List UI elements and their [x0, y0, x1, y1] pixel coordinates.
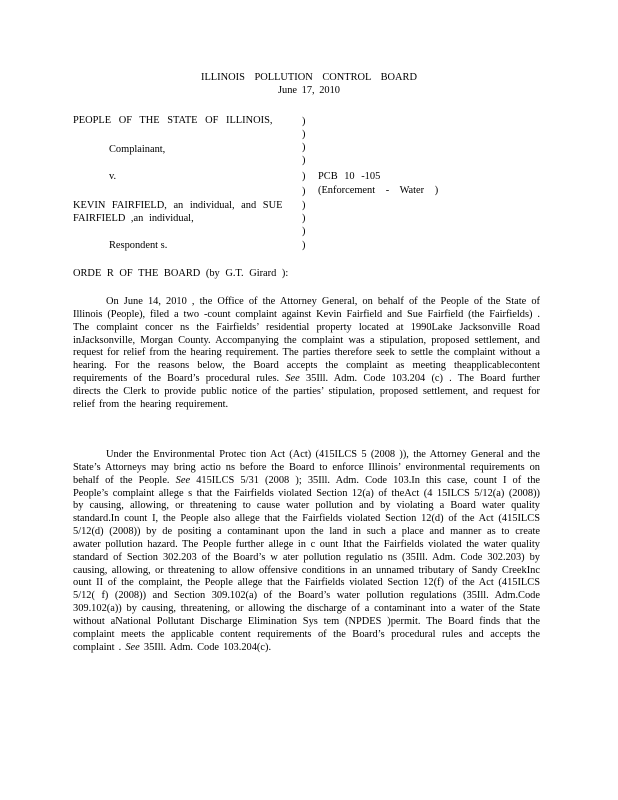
people-of-illinois: PEOPLE OF THE STATE OF ILLINOIS,	[73, 115, 273, 126]
respondent-line-2: FAIRFIELD ,an individual,	[73, 213, 194, 224]
order-date: June 17, 2010	[277, 85, 340, 96]
see-citation-signal: See	[175, 474, 191, 486]
caption-paren: )	[302, 213, 306, 224]
paragraph-1	[73, 296, 540, 412]
caption-paren: )	[302, 186, 306, 197]
respondent-line-1: KEVIN FAIRFIELD, an individual, and SUE	[73, 200, 283, 211]
paragraph-2	[73, 449, 540, 655]
respondents-label: Respondent s.	[109, 240, 168, 251]
order-heading: ORDE R OF THE BOARD (by G.T. Girard ):	[73, 268, 289, 279]
caption-paren: )	[302, 129, 306, 140]
board-title: ILLINOIS POLLUTION CONTROL BOARD	[200, 72, 417, 83]
caption-paren: )	[302, 240, 306, 251]
paragraph-1-text-b: 35Ill. Adm. Code 103.204 (c) . The Board further directs the Clerk to provide public notice of the parties’ stipulation, proposed settlement, and request for relief from the hearing requirement.	[73, 373, 540, 410]
paragraph-2-text-a: Under the Environmental Protec tion Act (Act) (415ILCS 5 (2008 )), the Attorney General and the State’s Attorneys may bring actio ns before the Board to enforce Illinois’ environmental requirements on behalf of the People.	[73, 449, 540, 486]
caption-paren: )	[302, 200, 306, 211]
complainant-label: Complainant,	[109, 144, 166, 155]
caption-paren: )	[302, 142, 306, 153]
caption-paren: )	[302, 226, 306, 237]
paragraph-1-text-a: On June 14, 2010 , the Office of the Attorney General, on behalf of the People of the State of Illinois (People), filed a two -count complaint against Kevin Fairfield and Sue Fairfield (the Fairfields) . The complaint concer ns the Fairfields’ residential property located at 1990Lake Jacksonville Road inJacksonville, Morgan County. Accompanying the complaint was a stipulation, proposed settlement, and request for relief from the hearing requirement. The parties therefore seek to settle the complaint without a hearing. For the reasons below, the Board accepts the complaint as meeting theapplicablecontent requirements of the Board’s procedural rules.	[73, 296, 540, 385]
paragraph-2-text-c: 35Ill. Adm. Code 103.204(c).	[143, 641, 272, 653]
versus-label: v.	[109, 171, 117, 182]
paragraph-2-text-b: 415ILCS 5/31 (2008 ); 35Ill. Adm. Code 103.In this case, count I of the People’s complaint allege s that the Fairfields violated Section 12(a) of theAct (4 15ILCS 5/12(a) (2008)) by causing, allowing, or threatening to cause water pollution and by violating a Board water quality standard.In count I, the People also allege that the Fairfields violated Section 12(d) of the Act (415ILCS 5/12(d) (2008)) by de positing a contaminant upon the land in such a place and manner as to create awater pollution hazard. The People further allege in c ount Ithat the Fairfields violated the water quality standard of Section 302.203 of the Board’s w ater pollution regulatio ns (35Ill. Adm. Code 302.203) by causing, allowing, or threatening to allow offensive conditions in an unnamed tributary of Sandy CreekInc ount II of the complaint, the People allege that the Fairfields violated Section 12(f) of the Act (415ILCS 5/12( f) (2008)) and Section 309.102(a) of the Board’s water pollution regulations (35Ill. Adm.Code 309.102(a)) by causing, threatening, or allowing the discharge of a contaminant into a water of the State without aNational Pollutant Discharge Elimination Sys tem (NPDES )permit. The Board finds that the complaint meets the applicable content requirements of the Board’s procedural rules and accepts the complaint .	[73, 474, 540, 653]
see-citation-signal: See	[285, 373, 300, 385]
caption-paren: )	[302, 116, 306, 127]
case-type: (Enforcement - Water )	[318, 185, 439, 196]
caption-paren: )	[302, 155, 306, 166]
caption-paren: )	[302, 171, 306, 182]
case-number: PCB 10 -105	[318, 171, 381, 182]
see-citation-signal: See	[125, 641, 140, 653]
